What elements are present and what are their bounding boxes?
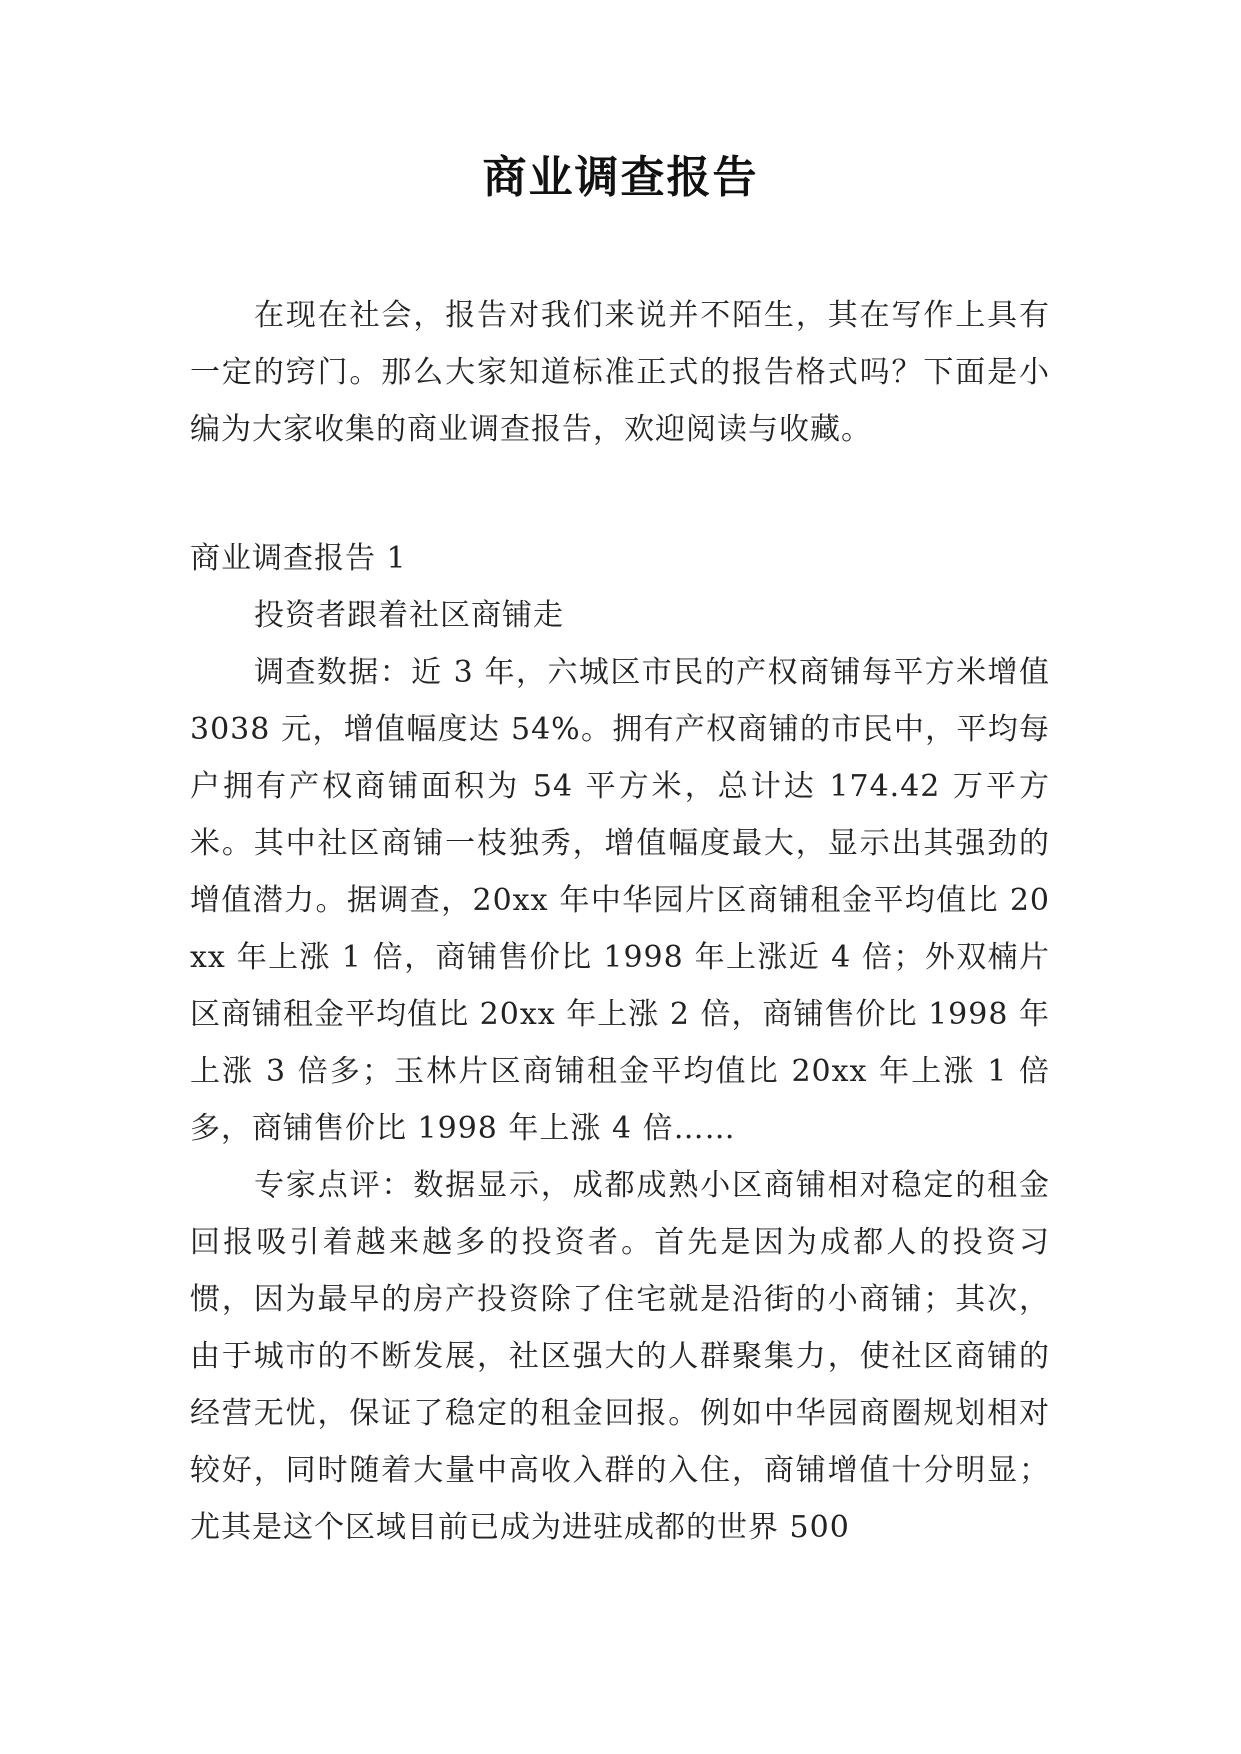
intro-block	[190, 287, 1050, 458]
expert-comment-paragraph: 专家点评：数据显示，成都成熟小区商铺相对稳定的租金回报吸引着越来越多的投资者。首先是因为成都人的投资习惯，因为最早的房产投资除了住宅就是沿街的小商铺；其次，由于城市的不断发展，社区强大的人群聚集力，使社区商铺的经营无忧，保证了稳定的租金回报。例如中华园商圈规划相对较好，同时随着大量中高收入群的入住，商铺增值十分明显；尤其是这个区域目前已成为进驻成都的世界 500	[190, 1168, 1050, 1545]
section-heading: 商业调查报告 1	[190, 541, 407, 576]
intro-paragraph: 在现在社会，报告对我们来说并不陌生，其在写作上具有一定的窍门。那么大家知道标准正式的报告格式吗？下面是小编为大家收集的商业调查报告，欢迎阅读与收藏。	[190, 298, 1050, 447]
section-subheading: 投资者跟着社区商铺走	[254, 598, 564, 633]
document-title: 商业调查报告	[482, 152, 759, 203]
report-section	[190, 530, 1050, 1556]
survey-data-paragraph: 调查数据：近 3 年，六城区市民的产权商铺每平方米增值 3038 元，增值幅度达 54%。拥有产权商铺的市民中，平均每户拥有产权商铺面积为 54 平方米，总计达 174.42 万平方米。其中社区商铺一枝独秀，增值幅度最大，显示出其强劲的增值潜力。据调查，20xx 年中华园片区商铺租金平均值比 20xx 年上涨 1 倍，商铺售价比 1998 年上涨近 4 倍；外双楠片区商铺租金平均值比 20xx 年上涨 2 倍，商铺售价比 1998 年上涨 3 倍多；玉林片区商铺租金平均值比 20xx 年上涨 1 倍多，商铺售价比 1998 年上涨 4 倍……	[190, 655, 1050, 1146]
